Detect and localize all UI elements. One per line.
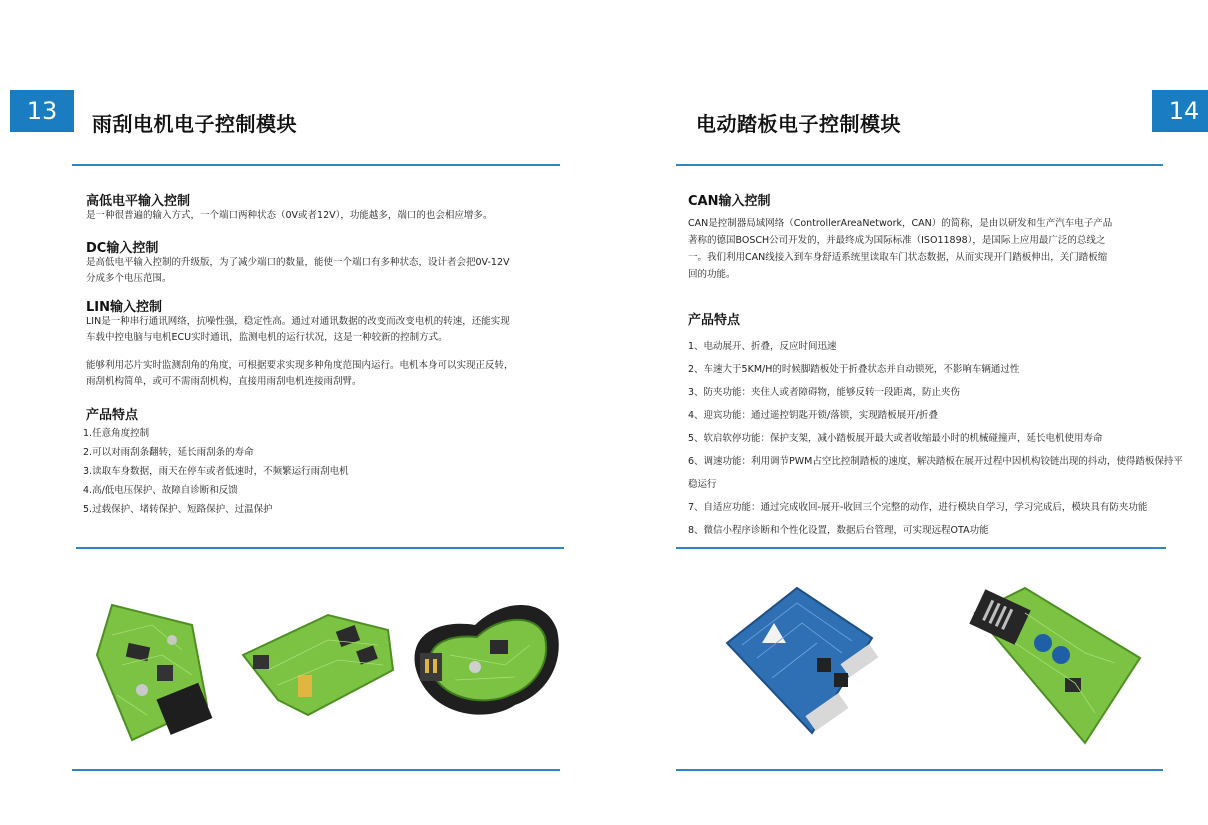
pcb-board-image-4 [722,583,892,743]
section-heading: DC输入控制 [86,241,159,256]
section-text: 是一种很普遍的输入方式，一个端口两种状态（0V或者12V），功能越多，端口的也会相应增多。 [86,210,493,221]
list-item: 5.过载保护、堵转保护、短路保护、过温保护 [83,504,273,515]
list-item: 5、软启软停功能：保护支架，减小踏板展开最大或者收缩最小时的机械碰撞声，延长电机使用寿命 [688,433,1103,444]
pcb-board-image-1 [92,595,222,755]
divider-line [72,164,560,166]
divider-line [72,769,560,771]
extra-text: 能够利用芯片实时监测刮角的角度，可根据要求实现多种角度范围内运行。电机本身可以实现正反转，雨刮机构简单，或可不需雨刮机构，直接用雨刮电机连接雨刮臂。 [86,360,514,387]
page-title-right: 电动踏板电子控制模块 [696,112,901,136]
pcb-board-image-3 [405,595,565,730]
features-heading: 产品特点 [688,313,741,328]
section-heading: CAN输入控制 [688,194,771,209]
list-item: 2.可以对雨刮条翻转，延长雨刮条的寿命 [83,447,254,458]
features-list [83,424,349,519]
section-text: LIN是一种串行通讯网络，抗噪性强，稳定性高。通过对通讯数据的改变而改变电机的转速，还能实现车载中控电脑与电机ECU实时通讯，监测电机的运行状况，这是一种较新的控制方式。 [86,316,510,343]
list-item: 6、调速功能：利用调节PWM占空比控制踏板的速度，解决踏板在展开过程中因机构铰链出现的抖动，使得踏板保持平稳运行 [688,456,1183,490]
divider-line [676,164,1163,166]
section-heading: LIN输入控制 [86,300,163,315]
list-item: 4、迎宾功能：通过遥控钥匙开锁/落锁，实现踏板展开/折叠 [688,410,938,421]
list-item: 3.读取车身数据，雨天在停车或者低速时，不频繁运行雨刮电机 [83,466,349,477]
list-item: 1、电动展开、折叠，反应时间迅速 [688,341,837,352]
page-number-left: 13 [10,90,74,132]
divider-line [676,769,1163,771]
page-title-left: 雨刮电机电子控制模块 [92,112,297,136]
divider-line [676,547,1166,549]
list-item: 3、防夹功能：夹住人或者障碍物，能够反转一段距离，防止夹伤 [688,387,961,398]
list-item: 7、自适应功能：通过完成收回-展开-收回三个完整的动作，进行模块自学习，学习完成后，模块具有防夹功能 [688,502,1148,513]
page-number-right: 14 [1152,90,1208,132]
list-item: 1.任意角度控制 [83,428,150,439]
divider-line [76,547,564,549]
pcb-board-image-5 [965,583,1145,748]
features-heading: 产品特点 [86,408,139,423]
section-heading: 高低电平输入控制 [86,194,191,209]
list-item: 8、微信小程序诊断和个性化设置，数据后台管理，可实现远程OTA功能 [688,525,989,536]
list-item: 2、车速大于5KM/H的时候脚踏板处于折叠状态并自动锁死，不影响车辆通过性 [688,364,1020,375]
pcb-board-image-2 [238,600,398,720]
features-list [688,335,1188,542]
section-text: CAN是控制器局域网络（ControllerAreaNetwork，CAN）的简称，是由以研发和生产汽车电子产品著称的德国BOSCH公司开发的，并最终成为国际标准（ISO11898），是国际上应用最广泛的总线之一。我们利用CAN线接入到车身舒适系统里读取车门状态数据，从而实现开门踏板伸出，关门踏板缩回的功能。 [688,218,1113,280]
section-text: 是高低电平输入控制的升级版，为了减少端口的数量，能使一个端口有多种状态，设计者会把0V-12V分成多个电压范围。 [86,257,510,284]
list-item: 4.高/低电压保护、故障自诊断和反馈 [83,485,238,496]
